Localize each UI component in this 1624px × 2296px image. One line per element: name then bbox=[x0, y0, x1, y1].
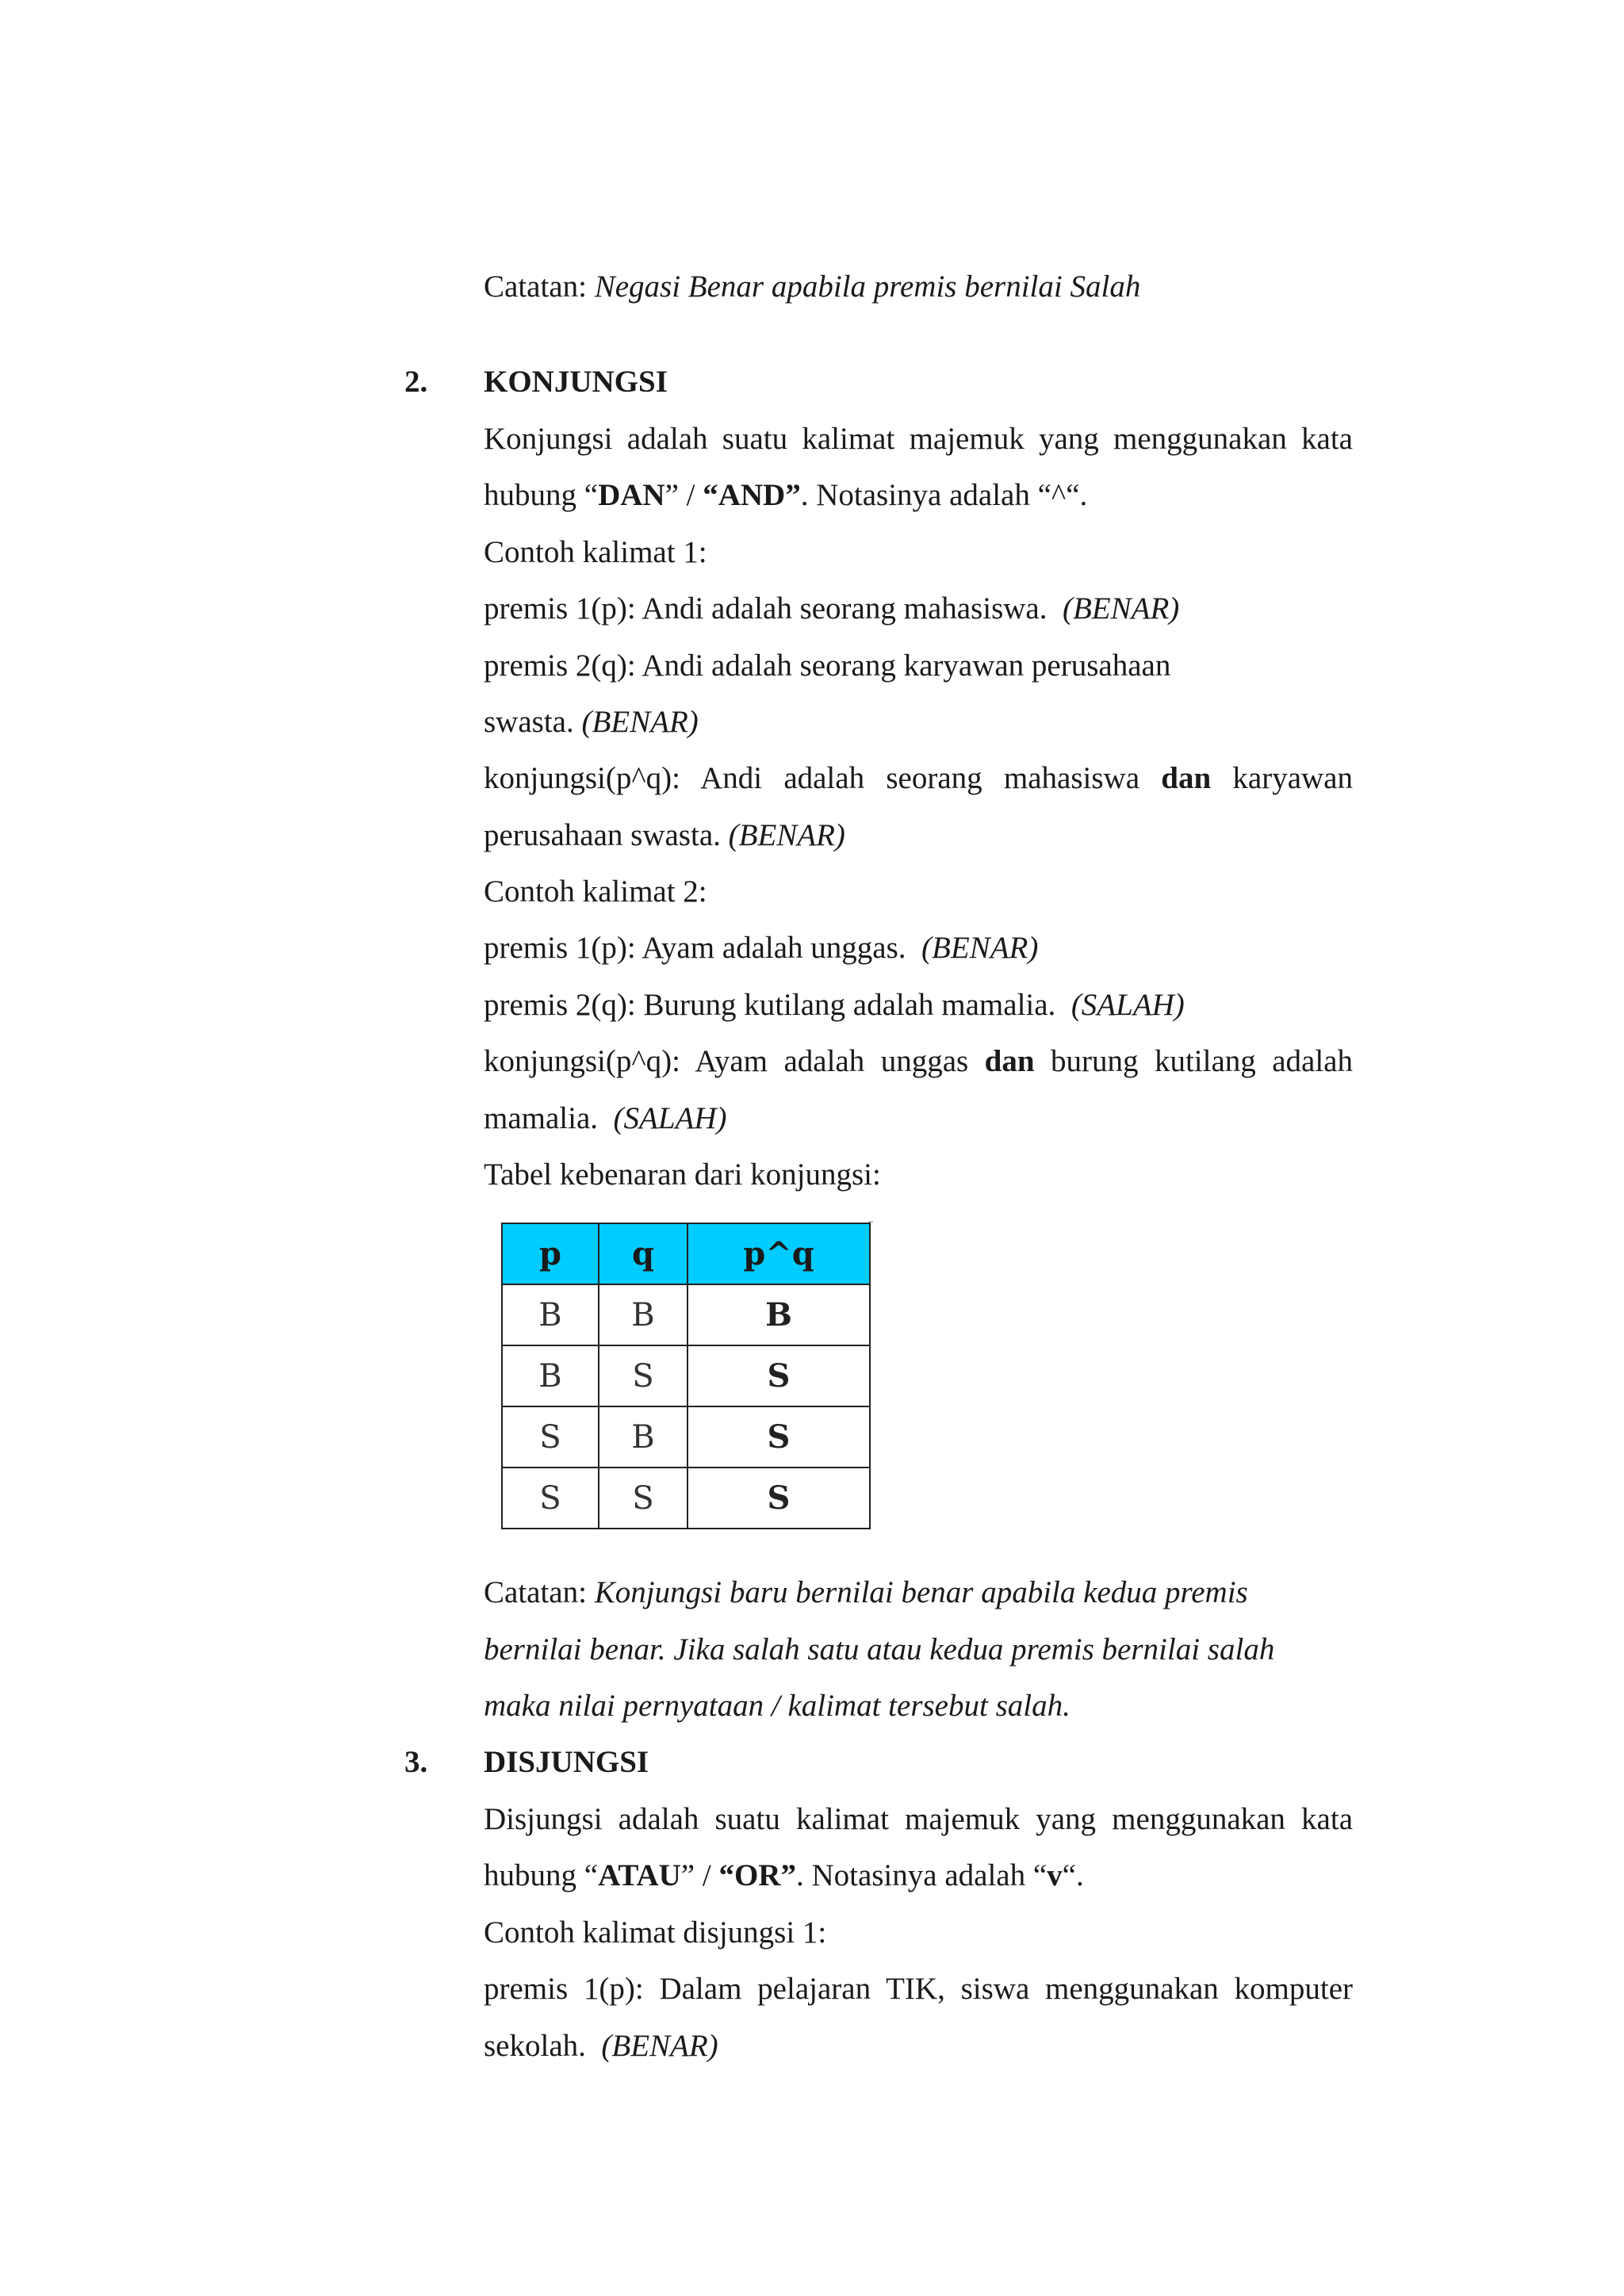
example-1-premis-q-line1: premis 2(q): Andi adalah seorang karyawan perusahaan bbox=[484, 649, 1171, 683]
note-konjungsi-line1: Catatan: Konjungsi baru bernilai benar apabila kedua premis bbox=[484, 1575, 1248, 1609]
table-row bbox=[502, 1345, 870, 1406]
example-2-konjungsi-line1: konjungsi(p^q): Ayam adalah unggas dan burung kutilang adalah bbox=[484, 1044, 1353, 1078]
disjungsi-definition-line2: hubung “ATAU” / “OR”. Notasinya adalah “v“. bbox=[484, 1858, 1084, 1892]
header-p-and-q: p^q bbox=[688, 1223, 870, 1284]
note-konjungsi-line3: maka nilai pernyataan / kalimat tersebut salah. bbox=[484, 1689, 1071, 1723]
cell-q: B bbox=[599, 1406, 688, 1468]
example-2-title: Contoh kalimat 2: bbox=[484, 874, 707, 909]
example-1-konjungsi-line1: konjungsi(p^q): Andi adalah seorang mahasiswa dan karyawan bbox=[484, 761, 1353, 795]
header-q: q bbox=[599, 1223, 688, 1284]
cell-p: B bbox=[502, 1284, 599, 1345]
section-2-number: 2. bbox=[404, 365, 428, 399]
cell-q: B bbox=[599, 1284, 688, 1345]
konjungsi-definition-line2: hubung “DAN” / “AND”. Notasinya adalah “^“. bbox=[484, 478, 1088, 512]
note-negasi: Catatan: Negasi Benar apabila premis bernilai Salah bbox=[484, 270, 1141, 304]
cell-result: S bbox=[688, 1468, 870, 1529]
header-p: p bbox=[502, 1223, 599, 1284]
cell-q: S bbox=[599, 1345, 688, 1406]
section-2-title: KONJUNGSI bbox=[484, 365, 668, 399]
cell-result: S bbox=[688, 1406, 870, 1468]
section-3-title: DISJUNGSI bbox=[484, 1745, 649, 1779]
disjungsi-example-1-premis-p-line2: sekolah. (BENAR) bbox=[484, 2029, 718, 2063]
cell-p: B bbox=[502, 1345, 599, 1406]
example-2-premis-p: premis 1(p): Ayam adalah unggas. (BENAR) bbox=[484, 931, 1039, 965]
table-row bbox=[502, 1284, 870, 1345]
example-1-premis-p: premis 1(p): Andi adalah seorang mahasiswa. (BENAR) bbox=[484, 591, 1180, 626]
table-row bbox=[502, 1406, 870, 1468]
konjungsi-definition-line1: Konjungsi adalah suatu kalimat majemuk yang menggunakan kata bbox=[484, 422, 1353, 456]
cell-result: S bbox=[688, 1345, 870, 1406]
truth-table-header-row bbox=[502, 1223, 870, 1284]
disjungsi-example-1-title: Contoh kalimat disjungsi 1: bbox=[484, 1915, 827, 1950]
example-2-konjungsi-line2: mamalia. (SALAH) bbox=[484, 1101, 727, 1135]
truth-table-title: Tabel kebenaran dari konjungsi: bbox=[484, 1158, 881, 1192]
cell-p: S bbox=[502, 1406, 599, 1468]
section-3-number: 3. bbox=[404, 1745, 428, 1779]
example-1-premis-q-line2: swasta. (BENAR) bbox=[484, 705, 699, 739]
example-1-title: Contoh kalimat 1: bbox=[484, 535, 707, 569]
note-konjungsi-line2: bernilai benar. Jika salah satu atau kedua premis bernilai salah bbox=[484, 1632, 1275, 1667]
cell-result: B bbox=[688, 1284, 870, 1345]
disjungsi-definition-line1: Disjungsi adalah suatu kalimat majemuk yang menggunakan kata bbox=[484, 1802, 1353, 1836]
table-row bbox=[502, 1468, 870, 1529]
example-1-konjungsi-line2: perusahaan swasta. (BENAR) bbox=[484, 818, 845, 852]
disjungsi-example-1-premis-p-line1: premis 1(p): Dalam pelajaran TIK, siswa menggunakan komputer bbox=[484, 1972, 1353, 2006]
example-2-premis-q: premis 2(q): Burung kutilang adalah mamalia. (SALAH) bbox=[484, 988, 1185, 1022]
cell-q: S bbox=[599, 1468, 688, 1529]
truth-table-konjungsi bbox=[501, 1223, 871, 1529]
cell-p: S bbox=[502, 1468, 599, 1529]
